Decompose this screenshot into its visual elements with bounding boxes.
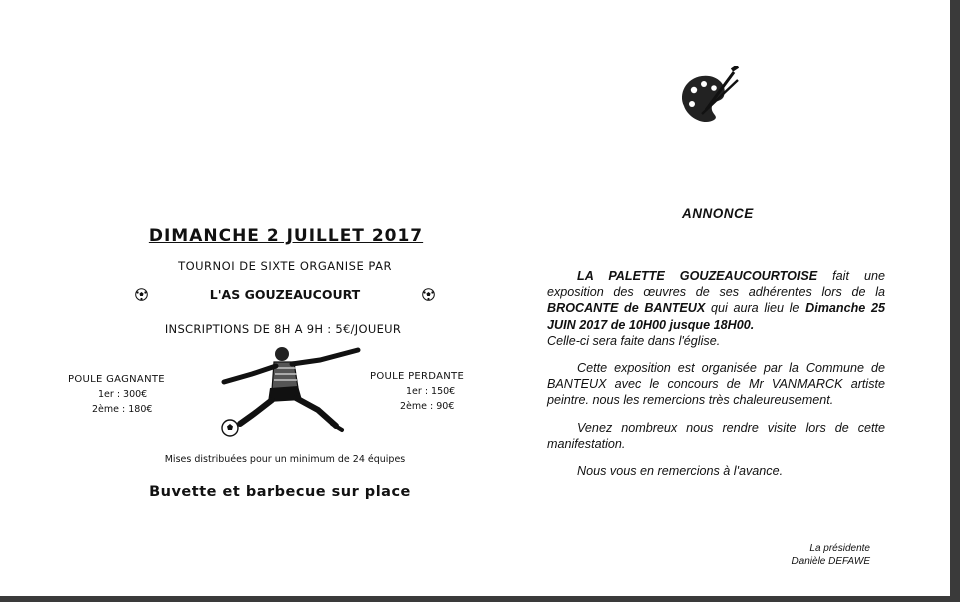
scan-border-right — [950, 0, 960, 602]
football-right-icon — [422, 288, 435, 301]
losing-pool-heading: POULE PERDANTE — [370, 371, 465, 382]
signature-role: La présidente — [809, 543, 870, 554]
flyer-title: DIMANCHE 2 JUILLET 2017 — [148, 226, 424, 246]
p4-text: Nous vous en remercions à l'avance. — [577, 464, 784, 479]
p1-text-a: fait une exposition des œuvres de ses adhérentes lors de la — [547, 269, 886, 300]
scan-border-bottom — [0, 596, 960, 602]
announcement-paragraph-4 — [547, 463, 885, 479]
organization-name: LA PALETTE GOUZEAUCOURTOISE — [577, 269, 818, 283]
p2-text: Cette exposition est organisée par la Commune de BANTEUX avec le concours de Mr VANMARCK artiste peintre. nous les remercions très chaleureusement. — [547, 361, 885, 408]
flyer-inscriptions: INSCRIPTIONS DE 8H A 9H : 5€/JOUEUR — [164, 322, 402, 336]
losing-pool — [370, 371, 464, 416]
flyer-mises: Mises distribuées pour un minimum de 24 équipes — [164, 454, 406, 465]
losing-pool-second: 2ème : 90€ — [400, 401, 455, 412]
football-player-illustration — [210, 340, 370, 440]
winning-pool-first: 1er : 300€ — [98, 389, 148, 400]
announcement-paragraph-2 — [547, 360, 885, 409]
announcement-paragraph-1 — [547, 268, 885, 349]
flyer-subtitle: TOURNOI DE SIXTE ORGANISE PAR — [178, 259, 392, 273]
event-name: BROCANTE de BANTEUX — [547, 301, 706, 316]
announcement-heading: ANNONCE — [682, 206, 754, 221]
p1-text-b: qui aura lieu le — [705, 301, 806, 316]
p3-text: Venez nombreux nous rendre visite lors de cette manifestation. — [547, 420, 885, 451]
losing-pool-first: 1er : 150€ — [406, 386, 456, 397]
signature-block — [760, 542, 870, 568]
p1-text-c: Celle-ci sera faite dans l'église. — [547, 333, 721, 348]
flyer-buvette: Buvette et barbecue sur place — [149, 484, 411, 500]
announcement-body — [547, 268, 885, 490]
winning-pool-heading: POULE GAGNANTE — [68, 374, 165, 385]
event-date: Dimanche 25 JUIN 2017 de 10H00 jusque 18H00. — [547, 301, 885, 332]
paint-palette-icon — [676, 66, 740, 126]
football-left-icon — [135, 288, 148, 301]
winning-pool — [68, 374, 165, 419]
signature-name: Danièle DEFAWE — [791, 556, 870, 567]
winning-pool-second: 2ème : 180€ — [92, 404, 153, 415]
announcement-paragraph-3 — [547, 420, 885, 452]
flyer-club: L'AS GOUZEAUCOURT — [209, 287, 361, 302]
